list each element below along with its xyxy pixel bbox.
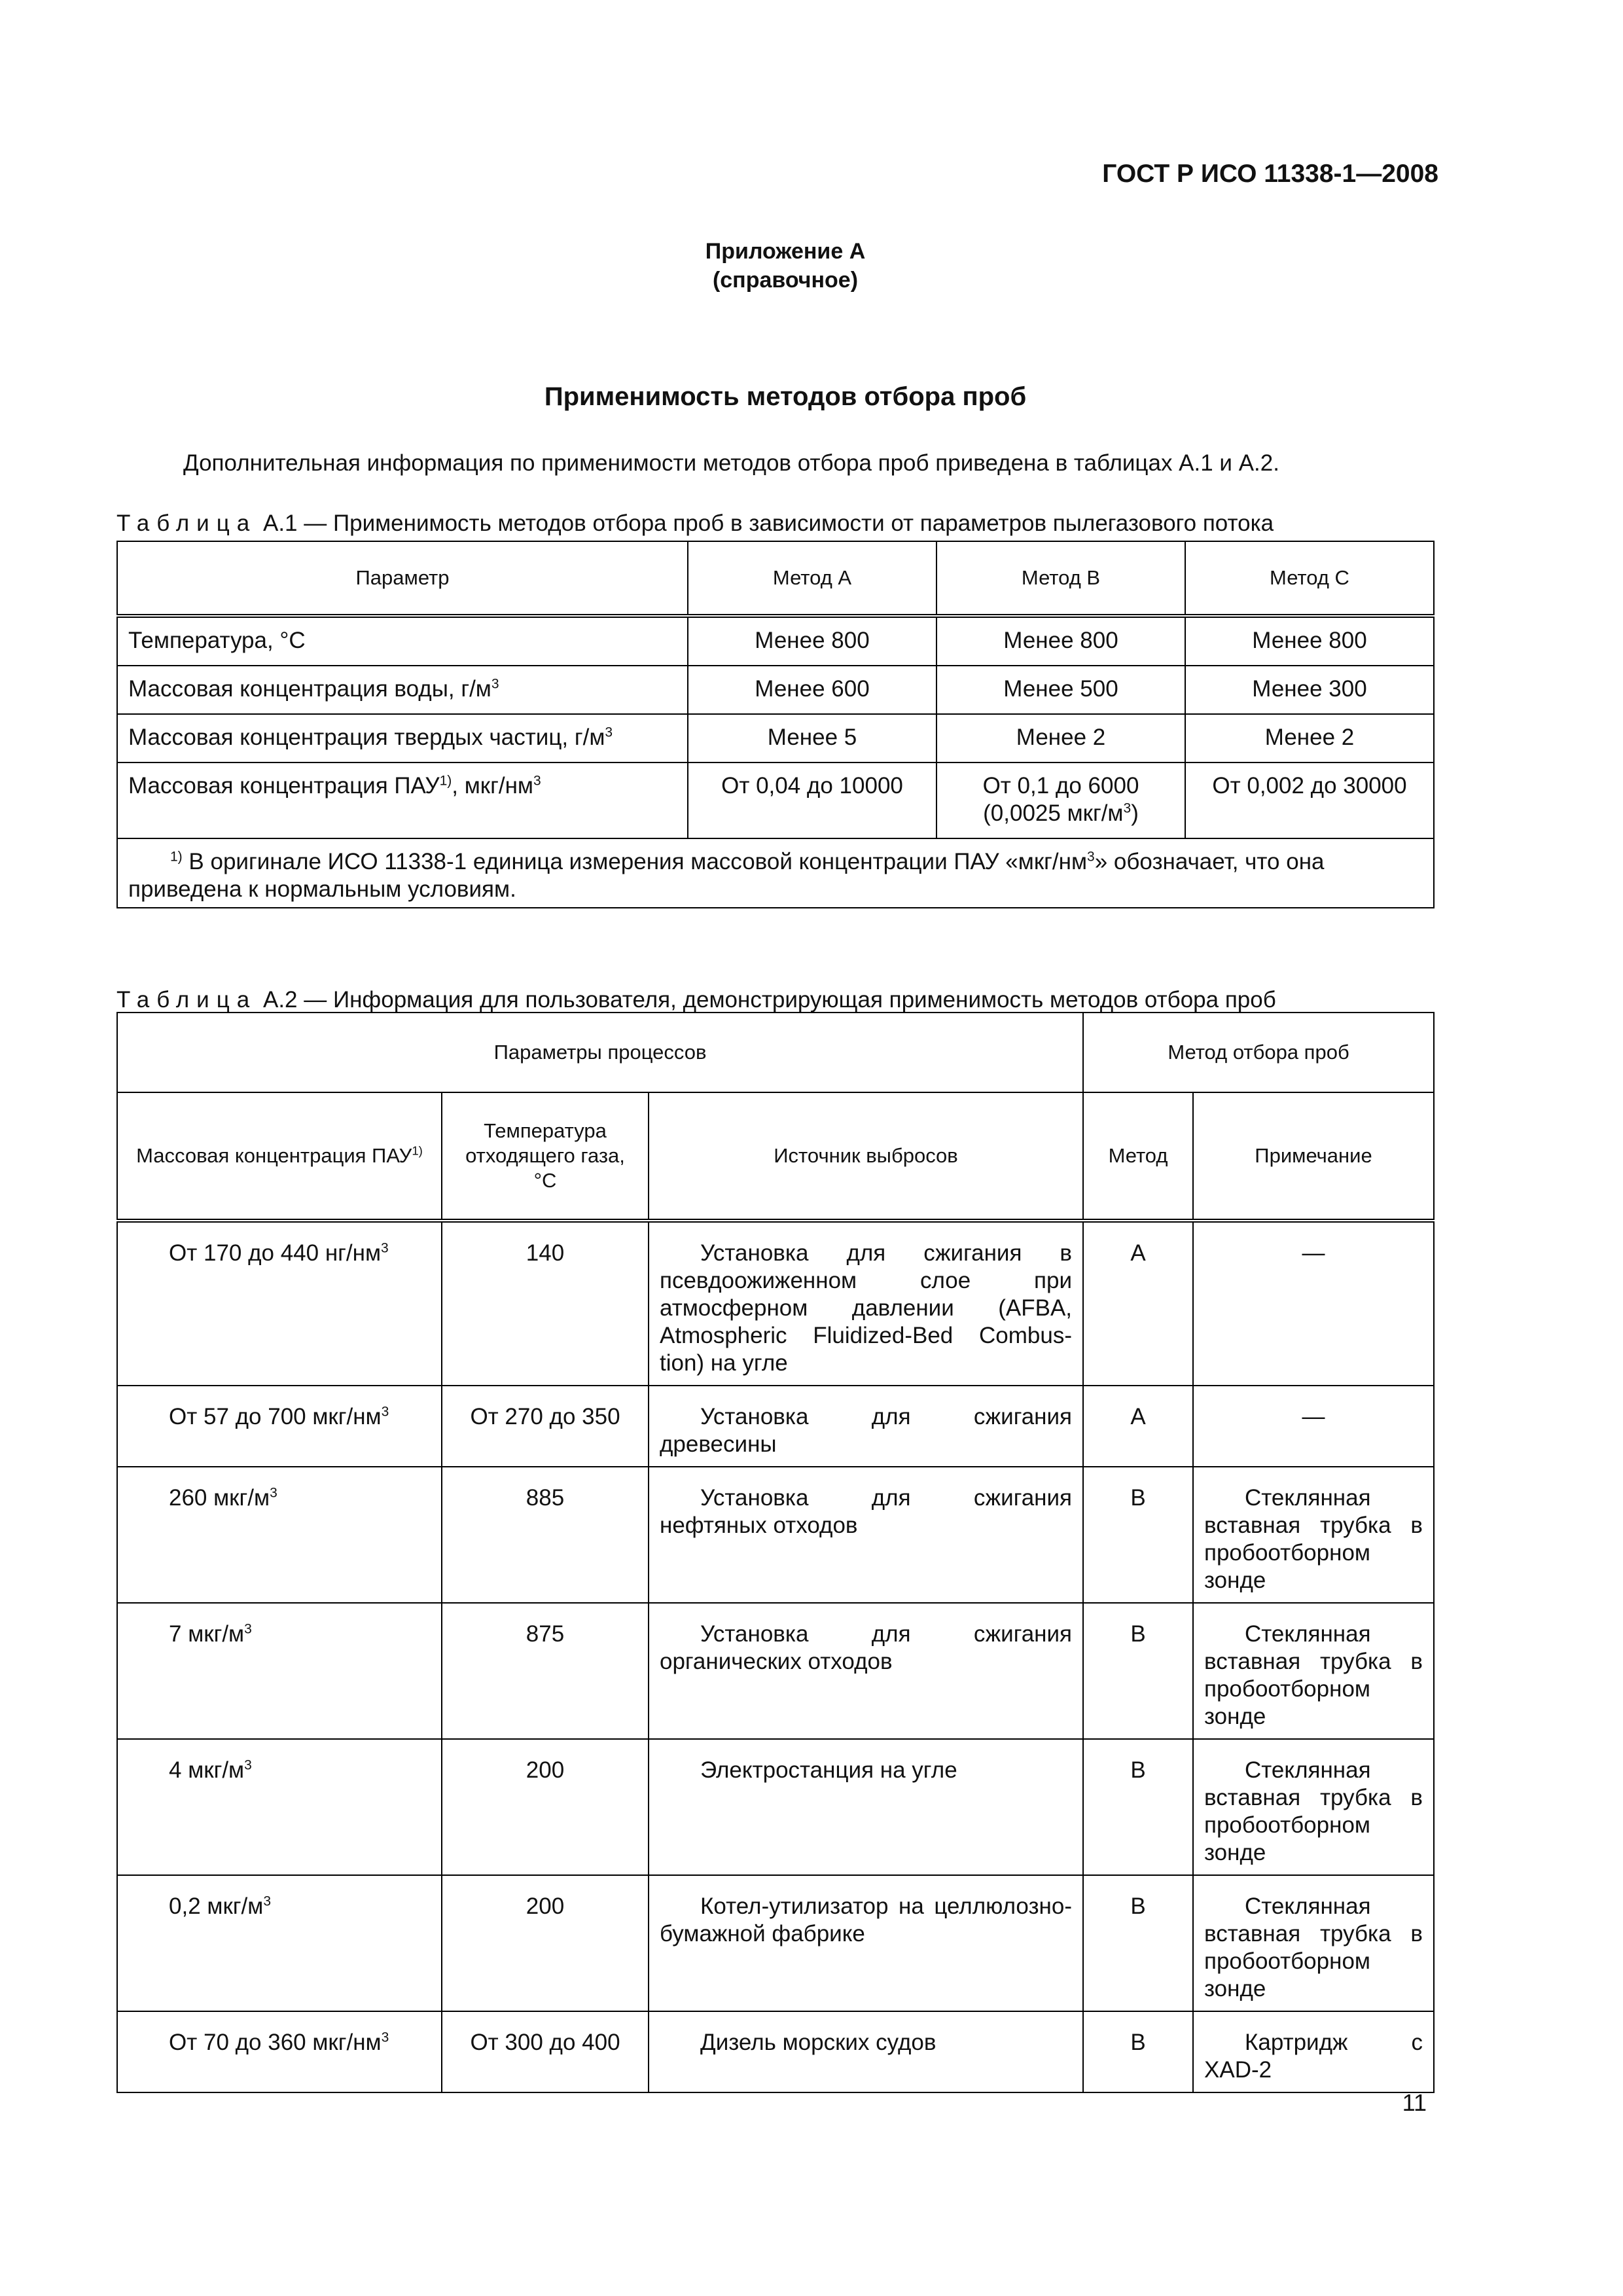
table2-header-row (117, 1092, 1434, 1221)
param-cell: Массовая концентрация твердых частиц, $г/м^3$ (117, 714, 688, 762)
conc-cell: 7 мкг/$м^3$ (117, 1603, 442, 1739)
method-a-cell: От 0,04 до 10000 (688, 762, 936, 838)
method-cell: В (1083, 1603, 1193, 1739)
table1-caption-word: Таблица (116, 511, 257, 536)
table-row (117, 616, 1434, 666)
table-a2 (116, 1012, 1435, 2093)
param-cell: Массовая концентрация ПАУ$^{1)}$, мкг/$нм^3$ (117, 762, 688, 838)
source-cell: Установка для сжигания древесины (649, 1386, 1083, 1467)
table2-group-header: Параметры процессов (117, 1013, 1083, 1092)
note-cell: Стеклянная вставная трубка в пробоотборном зонде (1193, 1603, 1434, 1739)
note-cell: Картридж с XAD-2 (1193, 2011, 1434, 2092)
conc-cell: От 170 до 440 $нг/нм^3$ (117, 1221, 442, 1386)
table2-caption-word: Таблица (116, 987, 257, 1013)
method-a-cell: Менее 600 (688, 666, 936, 714)
conc-cell: От 70 до 360 мкг/$нм^3$ (117, 2011, 442, 2092)
source-cell: Котел-утилизатор на целлюлозно-бумажной фабрике (649, 1875, 1083, 2011)
method-b-cell: Менее 2 (936, 714, 1185, 762)
conc-cell: 0,2 мкг/$м^3$ (117, 1875, 442, 2011)
table2-group-header-row (117, 1013, 1434, 1092)
table1-header-cell: Метод В (936, 541, 1185, 616)
table2-header-cell: Метод (1083, 1092, 1193, 1221)
conc-cell: От 57 до 700 мкг/$нм^3$ (117, 1386, 442, 1467)
temp-cell: 885 (442, 1467, 649, 1603)
method-cell: В (1083, 2011, 1193, 2092)
table1-header-row (117, 541, 1434, 616)
temp-cell: 140 (442, 1221, 649, 1386)
table2-header-cell: Источник выбросов (649, 1092, 1083, 1221)
table-row (117, 1221, 1434, 1386)
table1-caption-text: А.1 — Применимость методов отбора проб в зависимости от параметров пылегазового потока (262, 511, 1274, 536)
table2-header-cell: Температура отходящего газа, °С (442, 1092, 649, 1221)
annex-type: (справочное) (712, 268, 859, 293)
table2-header-cell: Примечание (1193, 1092, 1434, 1221)
table1-caption (116, 511, 1274, 537)
method-b-cell: Менее 500 (936, 666, 1185, 714)
conc-cell: 4 мкг/$м^3$ (117, 1739, 442, 1875)
table-row (117, 1467, 1434, 1603)
method-a-cell: Менее 800 (688, 616, 936, 666)
method-cell: В (1083, 1739, 1193, 1875)
table-row (117, 666, 1434, 714)
table-a1 (116, 541, 1435, 908)
note-cell: Стеклянная вставная трубка в пробоотборном зонде (1193, 1467, 1434, 1603)
method-a-cell: Менее 5 (688, 714, 936, 762)
method-cell: А (1083, 1221, 1193, 1386)
note-cell: Стеклянная вставная трубка в пробоотборном зонде (1193, 1739, 1434, 1875)
method-cell: В (1083, 1875, 1193, 2011)
param-cell: Массовая концентрация воды, $г/м^3$ (117, 666, 688, 714)
source-cell: Электростанция на угле (649, 1739, 1083, 1875)
page-number: 11 (1402, 2089, 1427, 2116)
annex-heading (0, 237, 1571, 295)
method-cell: А (1083, 1386, 1193, 1467)
method-cell: В (1083, 1467, 1193, 1603)
table1-footnote: $^{1)}$ В оригинале ИСО 11338-1 единица измерения массовой концентрации ПАУ «$мкг/нм^3$» обозначает, что она приведена к нормальным условиям. (117, 838, 1434, 908)
document-code: ГОСТ Р ИСО 11338-1—2008 (1102, 160, 1438, 188)
table-row (117, 2011, 1434, 2092)
temp-cell: 875 (442, 1603, 649, 1739)
table-row (117, 762, 1434, 838)
table1-footnote-row (117, 838, 1434, 908)
table2-group-header: Метод отбора проб (1083, 1013, 1434, 1092)
temp-cell: От 300 до 400 (442, 2011, 649, 2092)
note-cell: Стеклянная вставная трубка в пробоотборном зонде (1193, 1875, 1434, 2011)
temp-cell: 200 (442, 1739, 649, 1875)
method-c-cell: Менее 300 (1185, 666, 1434, 714)
table2-caption-text: А.2 — Информация для пользователя, демонстрирующая применимость методов отбора проб (262, 987, 1276, 1013)
temp-cell: 200 (442, 1875, 649, 2011)
conc-cell: 260 мкг/$м^3$ (117, 1467, 442, 1603)
table-row (117, 1875, 1434, 2011)
method-c-cell: От 0,002 до 30000 (1185, 762, 1434, 838)
table-row (117, 1386, 1434, 1467)
method-b-cell: Менее 800 (936, 616, 1185, 666)
method-c-cell: Менее 800 (1185, 616, 1434, 666)
method-b-cell: От 0,1 до 6000 (0,0025 мкг/$м^3$) (936, 762, 1185, 838)
source-cell: Установка для сжигания органических отходов (649, 1603, 1083, 1739)
source-cell: Дизель морских судов (649, 2011, 1083, 2092)
table1-header-cell: Метод С (1185, 541, 1434, 616)
param-cell: Температура, °С (117, 616, 688, 666)
note-cell: — (1193, 1386, 1434, 1467)
note-cell: — (1193, 1221, 1434, 1386)
table-row (117, 1603, 1434, 1739)
table1-header-cell: Параметр (117, 541, 688, 616)
temp-cell: От 270 до 350 (442, 1386, 649, 1467)
table-row (117, 1739, 1434, 1875)
source-cell: Установка для сжигания в псевдоожиженном слое при атмосферном давлении (AFBA, Atmospheric Fluidized-Bed Combus-tion) на угле (649, 1221, 1083, 1386)
page-title: Применимость методов отбора проб (544, 382, 1027, 411)
source-cell: Установка для сжигания нефтяных отходов (649, 1467, 1083, 1603)
intro-paragraph: Дополнительная информация по применимости методов отбора проб приведена в таблицах А.1 и А.2. (183, 450, 1279, 476)
table1-header-cell: Метод А (688, 541, 936, 616)
table2-caption (116, 987, 1276, 1013)
annex-label: Приложение А (705, 239, 866, 264)
table2-header-cell: Массовая концентрация ПАУ$^{1)}$ (117, 1092, 442, 1221)
method-c-cell: Менее 2 (1185, 714, 1434, 762)
table-row (117, 714, 1434, 762)
